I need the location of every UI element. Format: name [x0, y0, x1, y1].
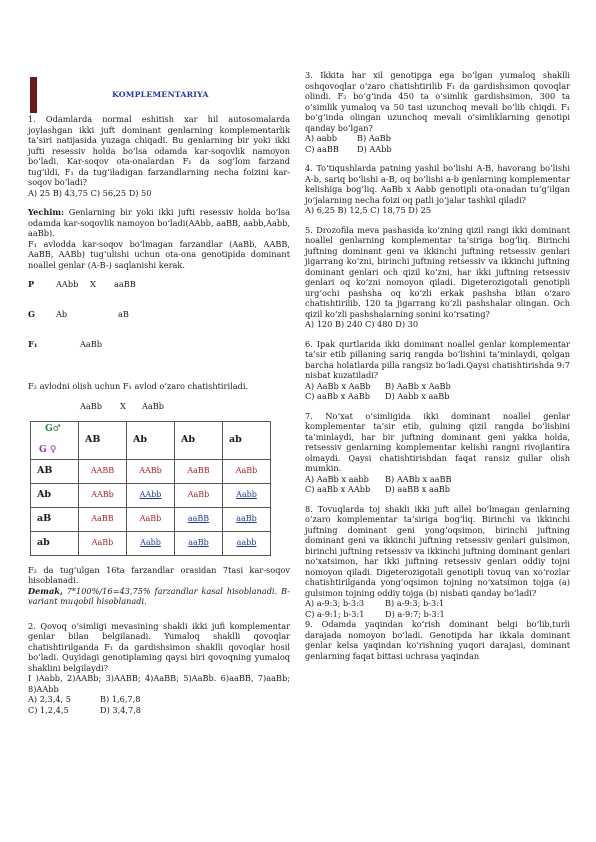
p-parent-2: aaBB: [114, 279, 136, 289]
punnett-corner: [31, 421, 79, 459]
option-b: B) AaBb x AaBb: [385, 380, 451, 391]
punnett-col-header: ab: [223, 421, 271, 459]
option-a: A) a-9:3; b-3:3: [305, 598, 365, 608]
cross-symbol: X: [90, 279, 96, 289]
option-d: D) 3,4,7,8: [100, 704, 142, 715]
question-7-options: [305, 474, 570, 495]
gamete-2: aB: [118, 309, 129, 319]
question-2-genotypes: I )Aabb, 2)AABb; 3)AABB; 4)AaBB; 5)AaBb. 6)aaBB, 7)aaBb; 8)AAbb: [28, 673, 290, 694]
conclusion-label: Demak,: [28, 585, 63, 596]
punnett-cell: AaBb: [79, 531, 127, 555]
punnett-cell: AaBb: [175, 483, 223, 507]
question-3: 3. Ikkita har xil genotipga ega bo‘lgan yumaloq shaklli oshqovoqlar o‘zaro chatishtirilib F₁ da gardishsimon qovoqlar olindi. F₂ bo‘g‘inda 450 ta o‘simlik gardishsimon, 300 ta o‘simlik yumaloq va 50 tasi uzunchoq mevali bo‘lib chiqdi. F₁ bo‘g‘inda olingan uzunchoq mevali o‘simliklarning genotipi qanday bo‘lgan?: [305, 70, 570, 133]
option-b: B) AaBb: [357, 133, 391, 143]
cross-f1-line: [28, 339, 290, 353]
punnett-cell: Aabb: [223, 483, 271, 507]
solution-text: Genlarning bir yoki ikki jufti resessiv holda bo‘lsa odamda kar-soqovlik namoyon bo‘ladi(AAbb, aaBB, aabb,Aabb, aaBb).: [28, 207, 290, 238]
cross-g-line: [28, 309, 290, 323]
f1-label: F₁: [28, 339, 38, 349]
question-9: 9. Odamda yaqindan ko‘rish dominant belgi bo‘lib,turli darajada nomoyon bo‘ladi. Genotipda har ikkala dominant genlar kelsa yaqindan ko‘rishning yuqori darajasi, dominant genlarning faqat bittasi uchrasa yaqindan: [305, 619, 570, 661]
punnett-row-header: Ab: [31, 483, 79, 507]
option-a: A) AaBb x aabb: [305, 473, 369, 484]
question-8-options: [305, 598, 570, 619]
option-c: C) aaBb x AAbb: [305, 484, 371, 494]
punnett-cell: AaBb: [127, 507, 175, 531]
cross-symbol-2: X: [120, 400, 126, 411]
punnett-col-header: Ab: [127, 421, 175, 459]
punnett-col-header: AB: [79, 421, 127, 459]
punnett-cell: AABb: [127, 459, 175, 483]
solution-label: Yechim:: [28, 207, 65, 217]
f2-text: F₂ avlodni olish uchun F₁ avlod o‘zaro chatishtiriladi.: [28, 381, 249, 391]
question-6-options: [305, 381, 570, 402]
option-a: A) aabb: [305, 133, 337, 143]
punnett-square: [30, 421, 271, 556]
question-1-options: A) 25 B) 43,75 C) 56,25 D) 50: [28, 187, 152, 198]
solution-paragraph: [28, 207, 290, 239]
punnett-row-header: ab: [31, 531, 79, 555]
left-column: [28, 114, 290, 715]
option-c: C) aaBB: [305, 143, 339, 154]
option-a: A) AaBb x AaBb: [305, 380, 371, 391]
gamete-1: Ab: [56, 309, 68, 319]
punnett-cell: aaBB: [175, 507, 223, 531]
option-a: A) 2,3,4, 5: [28, 694, 71, 704]
p-label: P: [28, 279, 35, 289]
question-5-options: A) 120 B) 240 C) 480 D) 30: [305, 319, 419, 329]
punnett-row-header: aB: [31, 507, 79, 531]
option-d: D) aaBB x aaBb: [385, 484, 451, 494]
f1-cross-line: [28, 401, 290, 415]
f2-summary: F₂ da tug‘ulgan 16ta farzandlar orasidan 7tasi kar-soqov hisoblanadi.: [28, 564, 290, 585]
punnett-cell: aaBb: [223, 507, 271, 531]
cross-parent-1: AaBb: [80, 400, 103, 411]
question-8: 8. Tovuqlarda toj shakli ikki juft allel bo‘lmagan genlarning o‘zaro komplementar ta’siriga bog‘liq. Birinchi va ikkinchi juftning dominant geni yong‘oqsimon, birinchi juftning dominant geni va ikkinchi juftning retsessiv genlari gulsimon, birinchi juftning retsessiv va ikkinchi juftning dominant genlari no‘xatsimon, har ikki juftning retsessiv genlari oddiy tojni nomoyon qiladi. Digeterozigotali genotipli tovuq van xo‘rozlar chatishtirilganda yong‘oqsimon tojning no‘xatsimon tojga (a) gulsimon tojning oddiy tojga (b) nisbati qanday bo‘ladi?: [305, 503, 570, 598]
option-c: C) aaBb x AaBb: [305, 391, 370, 401]
question-2: 2. Qovoq o‘simligi mevasining shakli ikki jufi komplementar genlar bilan belgilanadi. Yumaloq shaklli qovoqlar chatishtirilganda F₁ da gardishsimon shaklli qovoqlar hosil bo‘ladi. Quyidagi genotiplaming qaysi biri qovoqning yumaloq shaklini belgilaydi?: [28, 620, 290, 673]
punnett-cell: AABB: [79, 459, 127, 483]
punnett-cell: AAbb: [127, 483, 175, 507]
question-1: 1. Odamlarda normal eshitish xar hil autosomalarda joylashgan ikki juft dominant genlarning komplementarlik ta’siri natijasida yuzaga chiqadi. Bu genlarning bir yoki ikki jufti resessiv holda bo‘lsa odamda kar-soqovlik namoyon bo‘ladi. Kar-soqov ota-onalardan F₁ da sog‘lom farzand tug‘ildi, F₁ da tug‘iladigan farzandlarning necha foizini kar-soqov bo‘ladi?: [28, 114, 290, 187]
female-gamete-label: G ♀: [39, 444, 57, 455]
solution-f1-text: F₁ avlodda kar-soqov bo‘lmagan farzandlar (AaBb, AABB, AaBB, AABb) tug‘ulishi uchun ota-ona genotipida dominant noallel genlar (A-B-) saqlanishi kerak.: [28, 238, 290, 270]
question-3-options: [305, 133, 570, 154]
f1-value: AaBb: [80, 339, 103, 349]
cross-parent-2: AaBb: [142, 400, 165, 411]
punnett-cell: AaBB: [79, 507, 127, 531]
conclusion: [28, 586, 290, 607]
question-6: 6. Ipak qurtlarida ikki dominant noallel genlar komplementar ta’sir etib pillaning sariq rangda bo‘lishini ta’minlaydi, qolgan barcha holatlarda pilla rangsiz bo‘ladi.Qaysi chatishtirishda 9:7 nisbat kuzatiladi?: [305, 338, 570, 380]
question-2-options: [28, 694, 290, 715]
g-label: G: [28, 309, 35, 319]
question-4: 4. To‘tiqushlarda patning yashil bo‘lishi A-B, havorang bo‘lishi A-b, sariq bo‘lishi a-B, oq bo‘lishi a-b genlarning komplementar kelishiga bog‘liq. AaBb x Aabb genotipli ota-onadan tu‘g‘ilgan jo‘jalarning necha foizi oq patli jo‘jalar tashkil qiladi?: [305, 163, 570, 205]
option-d: D) a-9:7; b-3:1: [385, 608, 445, 619]
option-b: B) AABb x aaBB: [385, 473, 452, 484]
punnett-cell: AaBB: [175, 459, 223, 483]
right-column: [305, 70, 570, 661]
page-title: KOMPLEMENTARIYA: [112, 90, 209, 99]
punnett-cell: Aabb: [127, 531, 175, 555]
option-b: B) a-9:3; b-3:1: [385, 598, 445, 608]
punnett-cell: aabb: [223, 531, 271, 555]
option-d: D) AAbb: [357, 143, 392, 154]
conclusion-text: 7*100%/16=43,75% farzandlar kasal hisoblanadi. B-variant muqobil hisoblanadi.: [28, 585, 290, 606]
question-4-options: A) 6,25 B) 12,5 C) 18,75 D) 25: [305, 205, 432, 215]
male-gamete-label: G♂: [45, 423, 61, 434]
option-d: D) Aabb x aaBb: [385, 391, 450, 401]
p-parent-1: AAbb: [56, 279, 79, 289]
punnett-row-header: AB: [31, 459, 79, 483]
punnett-cell: aaBb: [175, 531, 223, 555]
option-b: B) 1,6,7,8: [100, 694, 141, 704]
question-7: 7. No‘xat o‘simligida ikki dominant noallel genlar komplementar ta’sir etib, gulning qizil rangda bo‘lishini ta’minlaydi, har bir juftning dominant geni yakka holda, retsessiv genlarning komplementar kelishi rangni rivojlantira olmaydi. Qaysi chatishtirishdan faqat ransiz gullar olish mumkin.: [305, 410, 570, 473]
cross-p-line: [28, 279, 290, 293]
punnett-col-header: Ab: [175, 421, 223, 459]
punnett-cell: AaBb: [223, 459, 271, 483]
option-c: C) a-9:1; b-3:1: [305, 608, 365, 619]
punnett-cell: AABb: [79, 483, 127, 507]
question-5: 5. Drozofila meva pashasida ko‘zning qizil rangi ikki dominant noallel genlarning komplementar ta’siriga bog‘liq. Birinchi juftning dominant geni va ikkinchi juftning retsessiv genlari jigarrang ko‘zni, birinchi juftning retsessiv va ikkinchi juftning dominant genlari och qizil ko‘zni, har ikki juftning retsessiv genlari oq ko‘zni nomoyon qiladi. Digeterozigotali genotipli urg‘ochi pashsha oq ko‘zli erkak pashsha bilan o‘zaro chatishtirilib, 120 ta jigarrang ko‘zli pashshalar olingan. Och qizil ko‘zli pashshalarning sonini ko‘rsating?: [305, 224, 570, 319]
option-c: C) 1,2,4,5: [28, 704, 69, 715]
decorative-bar: [30, 77, 37, 113]
